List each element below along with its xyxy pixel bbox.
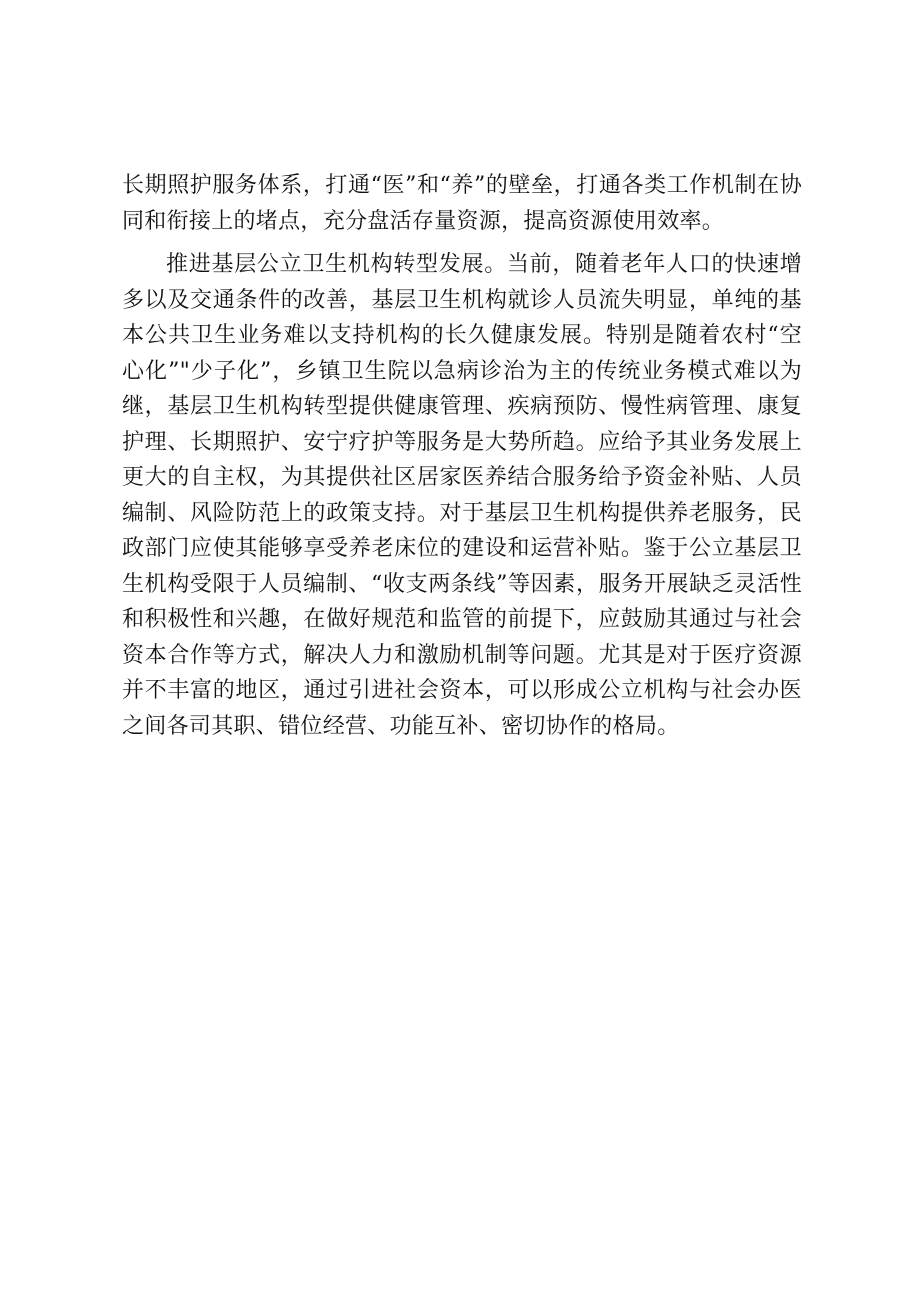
paragraph-primary-care-transformation: 推进基层公立卫生机构转型发展。当前，随着老年人口的快速增多以及交通条件的改善，基层卫生机构就诊人员流失明显，单纯的基本公共卫生业务难以支持机构的长久健康发展。特别是随着农村“空心化”"少子化”，乡镇卫生院以急病诊治为主的传统业务模式难以为继，基层卫生机构转型提供健康管理、疾病预防、慢性病管理、康复护理、长期照护、安宁疗护等服务是大势所趋。应给予其业务发展上更大的自主权，为其提供社区居家医养结合服务给予资金补贴、人员编制、风险防范上的政策支持。对于基层卫生机构提供养老服务，民政部门应使其能够享受养老床位的建设和运营补贴。鉴于公立基层卫生机构受限于人员编制、“收支两条线”等因素，服务开展缺乏灵活性和积极性和兴趣，在做好规范和监管的前提下，应鼓励其通过与社会资本合作等方式，解决人力和激励机制等问题。尤其是对于医疗资源并不丰富的地区，通过引进社会资本，可以形成公立机构与社会办医之间各司其职、错位经营、功能互补、密切协作的格局。 — [122, 252, 802, 739]
document-body — [122, 168, 802, 744]
paragraph-continuation: 长期照护服务体系，打通“医”和“养”的壁垒，打通各类工作机制在协同和衔接上的堵点，充分盘活存量资源，提高资源使用效率。 — [122, 173, 802, 234]
